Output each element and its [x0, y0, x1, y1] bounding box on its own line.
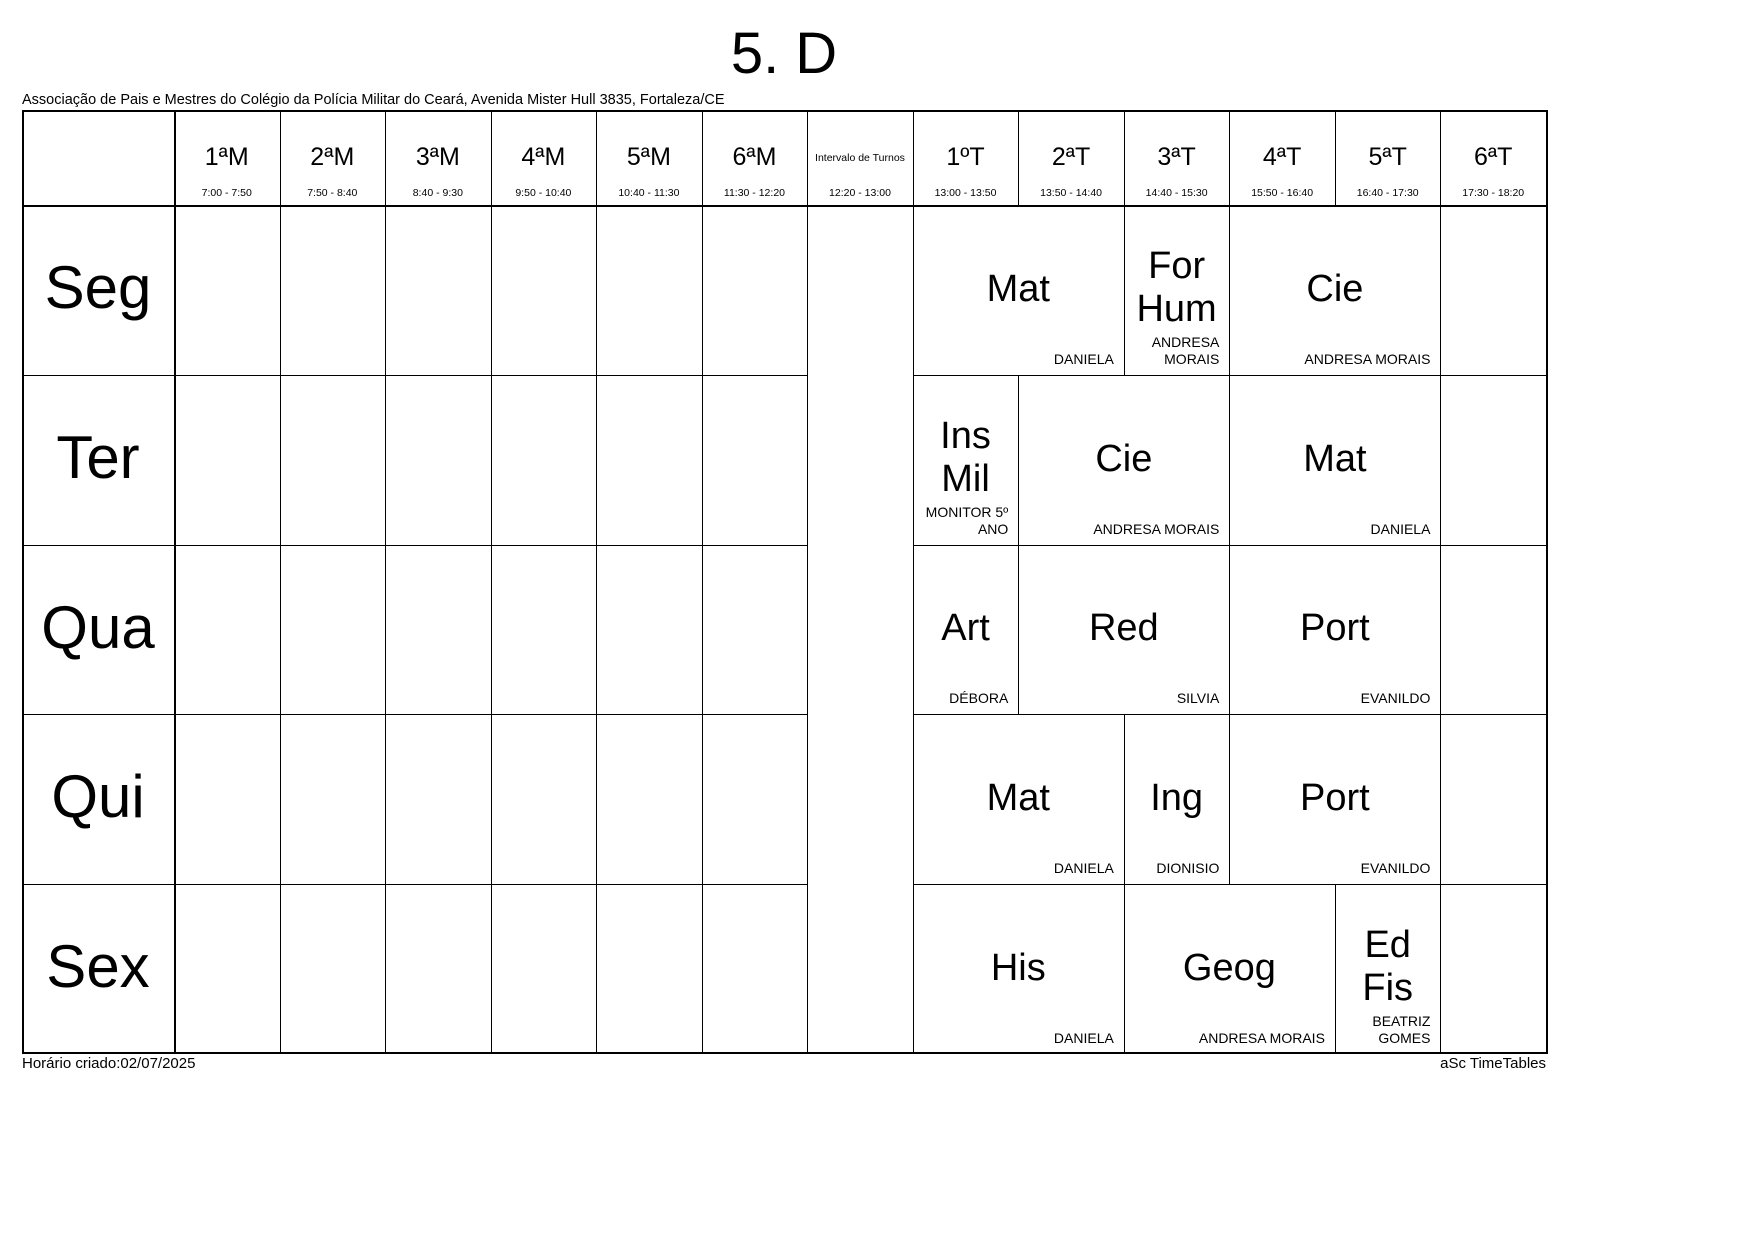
- period-time-8: 13:00 - 13:50: [934, 187, 997, 199]
- grid-line: [1440, 884, 1441, 1054]
- lesson-subject: Red: [1088, 607, 1159, 650]
- lesson-subject: Geog: [1182, 947, 1276, 990]
- period-header-2: 2ªM: [310, 143, 355, 171]
- period-time-4: 9:50 - 10:40: [515, 187, 572, 199]
- day-label-seg: Seg: [44, 253, 152, 321]
- lesson-subject: Mat: [986, 267, 1050, 310]
- lesson-subject: His: [990, 947, 1046, 990]
- period-time-13: 17:30 - 18:20: [1462, 187, 1525, 199]
- period-header-6: 6ªM: [732, 143, 777, 171]
- lesson-subject: Ins Mil: [940, 414, 991, 500]
- period-header-1: 1ªM: [204, 143, 249, 171]
- lesson-cell[interactable]: [1124, 205, 1230, 375]
- day-label-qui: Qui: [51, 763, 145, 831]
- created-date: Horário criado:02/07/2025: [22, 1055, 196, 1072]
- period-time-1: 7:00 - 7:50: [201, 187, 252, 199]
- brand-label: aSc TimeTables: [1440, 1055, 1546, 1072]
- grid-line: [22, 884, 807, 885]
- grid-line: [22, 714, 807, 715]
- lesson-cell[interactable]: [1229, 714, 1440, 884]
- period-header-7: Intervalo de Turnos: [815, 152, 905, 164]
- period-header-8: 1ºT: [946, 143, 985, 171]
- lesson-subject: Mat: [1303, 437, 1367, 480]
- grid-line: [596, 205, 597, 1054]
- grid-line: [280, 205, 281, 1054]
- lesson-teacher: DANIELA: [1053, 350, 1114, 367]
- period-time-12: 16:40 - 17:30: [1356, 187, 1419, 199]
- period-time-5: 10:40 - 11:30: [618, 187, 680, 199]
- lesson-teacher: DIONISIO: [1156, 860, 1220, 877]
- lesson-cell[interactable]: [913, 714, 1124, 884]
- day-label-sex: Sex: [46, 933, 150, 1001]
- period-header-11: 4ªT: [1262, 143, 1302, 171]
- lesson-teacher: DANIELA: [1053, 860, 1114, 877]
- lesson-teacher: DANIELA: [1053, 1029, 1114, 1046]
- grid-line: [1440, 375, 1441, 545]
- grid-line: [22, 545, 807, 546]
- lesson-cell[interactable]: [1229, 545, 1440, 715]
- lesson-subject: Cie: [1306, 267, 1364, 310]
- grid-line: [1440, 205, 1441, 375]
- period-time-6: 11:30 - 12:20: [723, 187, 785, 199]
- period-time-10: 14:40 - 15:30: [1145, 187, 1208, 199]
- lesson-cell[interactable]: [913, 375, 1019, 545]
- period-time-11: 15:50 - 16:40: [1251, 187, 1314, 199]
- grid-line: [174, 110, 176, 1054]
- period-header-4: 4ªM: [521, 143, 566, 171]
- grid-line: [702, 205, 703, 1054]
- grid-line: [491, 205, 492, 1054]
- lesson-teacher: DANIELA: [1370, 520, 1431, 537]
- lesson-teacher: EVANILDO: [1360, 860, 1431, 877]
- school-address: Associação de Pais e Mestres do Colégio da Polícia Militar do Ceará, Avenida Mister Hull 3835, Fortaleza/CE: [22, 92, 725, 108]
- period-header-3: 3ªM: [415, 143, 460, 171]
- lesson-teacher: EVANILDO: [1360, 690, 1431, 707]
- grid-line: [385, 205, 386, 1054]
- lesson-cell[interactable]: [913, 205, 1124, 375]
- lesson-subject: Port: [1300, 777, 1370, 820]
- lesson-cell[interactable]: [1335, 884, 1441, 1054]
- period-time-2: 7:50 - 8:40: [307, 187, 358, 199]
- lesson-teacher: ANDRESA MORAIS: [1151, 333, 1220, 367]
- lesson-subject: Art: [941, 607, 990, 650]
- lesson-cell[interactable]: [913, 884, 1124, 1054]
- lesson-cell[interactable]: [1124, 884, 1335, 1054]
- period-time-9: 13:50 - 14:40: [1040, 187, 1102, 199]
- lesson-teacher: ANDRESA MORAIS: [1198, 1029, 1325, 1046]
- lesson-subject: Port: [1300, 607, 1370, 650]
- grid-line: [1440, 714, 1441, 884]
- lesson-subject: For Hum: [1136, 245, 1217, 330]
- grid-line: [807, 205, 808, 1054]
- day-label-ter: Ter: [56, 423, 140, 491]
- timetable-title: 5. D: [730, 21, 838, 86]
- lesson-subject: Ed Fis: [1362, 924, 1414, 1010]
- lesson-subject: Mat: [986, 777, 1050, 820]
- lesson-teacher: ANDRESA MORAIS: [1304, 350, 1431, 367]
- grid-line: [1440, 545, 1441, 715]
- period-header-13: 6ªT: [1474, 143, 1513, 171]
- lesson-cell[interactable]: [913, 545, 1019, 715]
- period-time-7: 12:20 - 13:00: [829, 187, 891, 199]
- lesson-teacher: BEATRIZ GOMES: [1372, 1012, 1431, 1046]
- lesson-cell[interactable]: [1018, 375, 1229, 545]
- period-time-3: 8:40 - 9:30: [412, 187, 463, 199]
- period-header-5: 5ªM: [626, 143, 671, 171]
- lesson-teacher: SILVIA: [1176, 690, 1220, 707]
- period-header-9: 2ªT: [1051, 143, 1091, 171]
- lesson-cell[interactable]: [1018, 545, 1229, 715]
- lesson-teacher: MONITOR 5º ANO: [925, 503, 1009, 537]
- lesson-cell[interactable]: [1229, 375, 1440, 545]
- lesson-teacher: ANDRESA MORAIS: [1093, 520, 1220, 537]
- lesson-subject: Ing: [1150, 777, 1204, 820]
- lesson-cell[interactable]: [1124, 714, 1230, 884]
- lesson-subject: Cie: [1095, 437, 1153, 480]
- lesson-teacher: DÉBORA: [949, 690, 1009, 707]
- lesson-cell[interactable]: [1229, 205, 1440, 375]
- day-label-qua: Qua: [41, 593, 155, 661]
- period-header-10: 3ªT: [1157, 143, 1196, 171]
- period-header-12: 5ªT: [1368, 143, 1407, 171]
- grid-line: [22, 375, 807, 376]
